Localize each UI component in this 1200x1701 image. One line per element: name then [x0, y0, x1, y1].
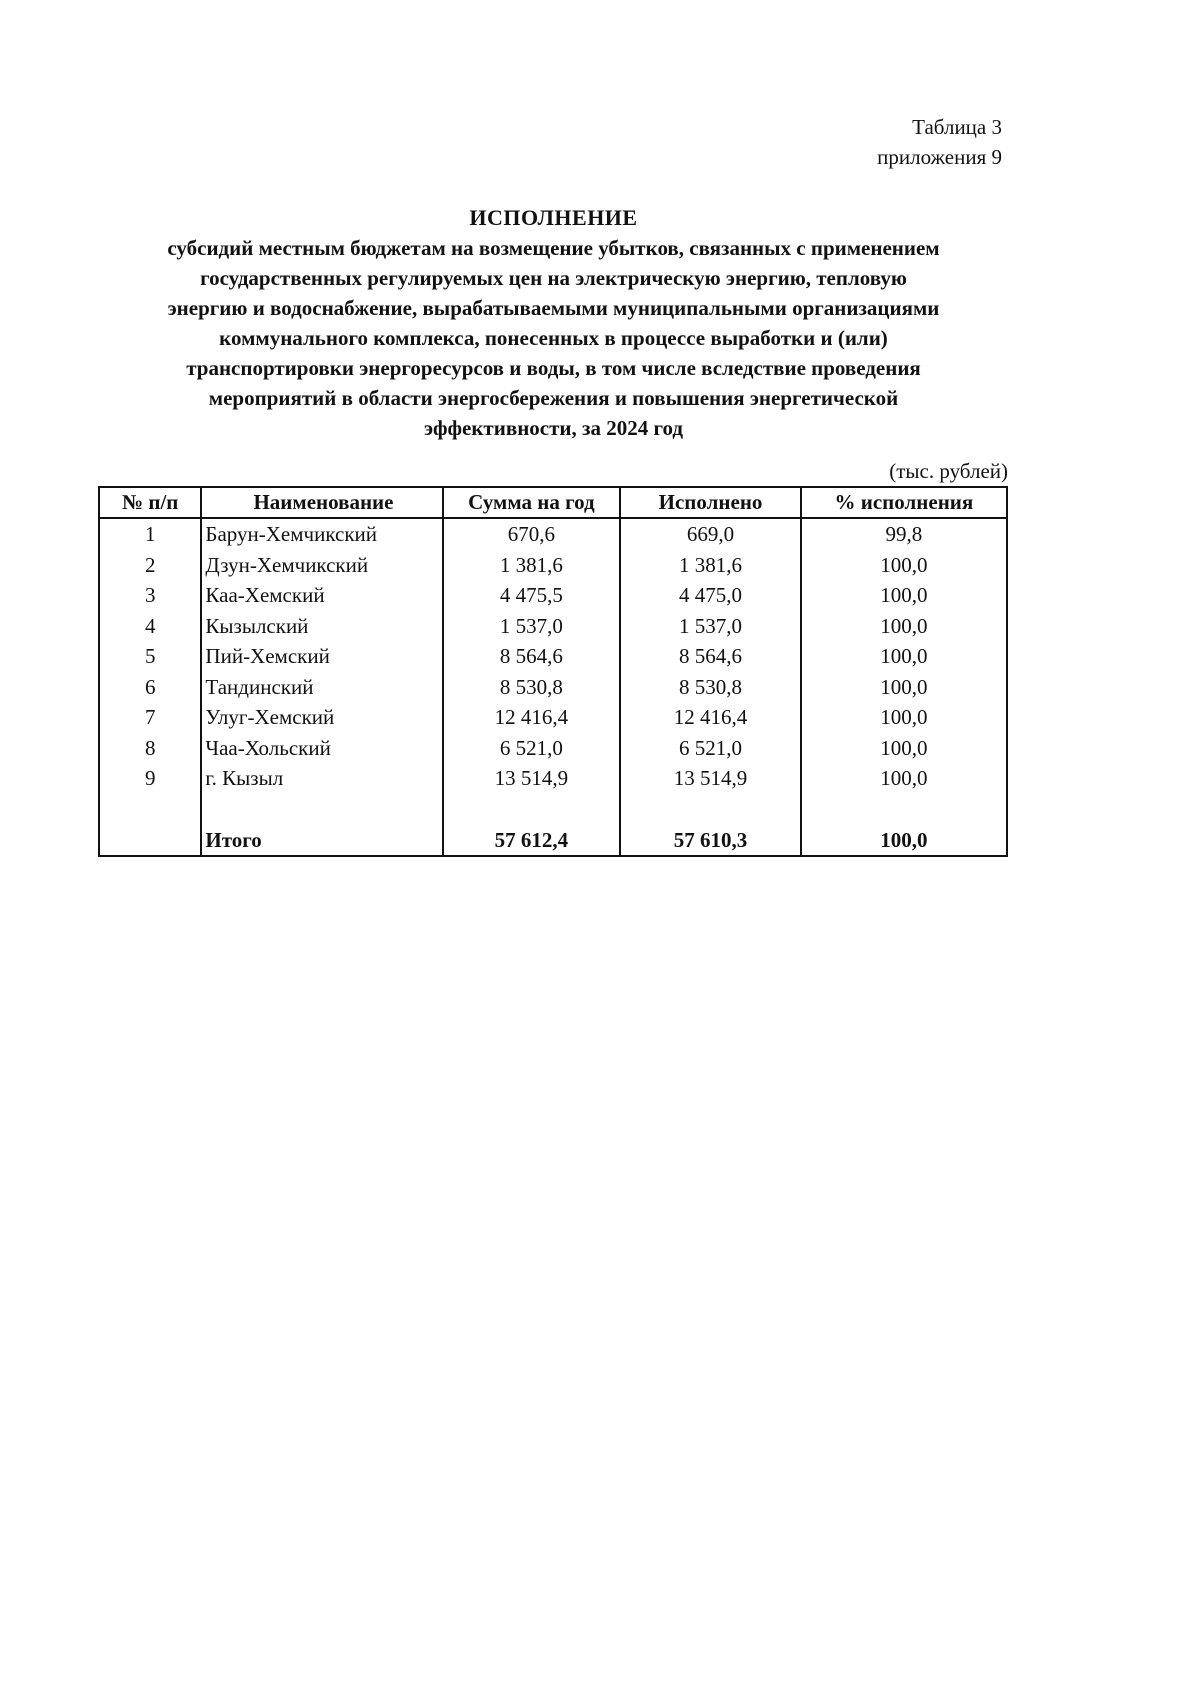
- total-executed: 57 610,3: [620, 825, 801, 856]
- total-percent: 100,0: [801, 825, 1007, 856]
- row-number: 9: [99, 763, 201, 793]
- table-row: [99, 518, 1007, 550]
- total-label: Итого: [201, 825, 442, 856]
- header-executed: Исполнено: [620, 487, 801, 518]
- row-percent: 100,0: [801, 641, 1007, 672]
- row-name: Улуг-Хемский: [201, 702, 442, 733]
- row-percent: 100,0: [801, 550, 1007, 581]
- table-row: [99, 641, 1007, 672]
- subtitle-line: коммунального комплекса, понесенных в процессе выработки и (или): [219, 326, 888, 350]
- row-number: 4: [99, 611, 201, 642]
- subtitle-line: транспортировки энергоресурсов и воды, в том числе вследствие проведения: [186, 356, 921, 380]
- header-name: Наименование: [201, 487, 442, 518]
- row-sum: 4 475,5: [443, 580, 621, 611]
- row-name: Дзун-Хемчикский: [201, 550, 442, 581]
- document-heading: [96, 203, 1011, 443]
- subtitle-line: эффективности, за 2024 год: [424, 416, 683, 440]
- row-sum: 6 521,0: [443, 733, 621, 764]
- table-spacer-row: [99, 793, 1007, 825]
- row-name: Каа-Хемский: [201, 580, 442, 611]
- row-name: Пий-Хемский: [201, 641, 442, 672]
- units-label: (тыс. рублей): [889, 459, 1008, 483]
- table-row: [99, 580, 1007, 611]
- table-row: [99, 763, 1007, 793]
- table-header-row: [99, 487, 1007, 518]
- row-name: Тандинский: [201, 672, 442, 703]
- row-number: 6: [99, 672, 201, 703]
- row-percent: 100,0: [801, 763, 1007, 793]
- row-percent: 100,0: [801, 580, 1007, 611]
- table-row: [99, 611, 1007, 642]
- row-number: 7: [99, 702, 201, 733]
- document-title: ИСПОЛНЕНИЕ: [469, 205, 638, 230]
- table-row: [99, 672, 1007, 703]
- total-sum: 57 612,4: [443, 825, 621, 856]
- row-executed: 4 475,0: [620, 580, 801, 611]
- row-number: 1: [99, 518, 201, 550]
- row-sum: 8 564,6: [443, 641, 621, 672]
- table-reference: [877, 112, 1002, 172]
- appendix-number: приложения 9: [877, 145, 1002, 169]
- row-percent: 99,8: [801, 518, 1007, 550]
- subtitle-line: энергию и водоснабжение, вырабатываемыми муниципальными организациями: [167, 296, 940, 320]
- row-executed: 12 416,4: [620, 702, 801, 733]
- row-sum: 1 381,6: [443, 550, 621, 581]
- row-percent: 100,0: [801, 611, 1007, 642]
- header-sum: Сумма на год: [443, 487, 621, 518]
- table-row: [99, 733, 1007, 764]
- table-number: Таблица 3: [912, 115, 1002, 139]
- header-number: № п/п: [99, 487, 201, 518]
- row-executed: 6 521,0: [620, 733, 801, 764]
- row-number: 2: [99, 550, 201, 581]
- row-name: Кызылский: [201, 611, 442, 642]
- row-percent: 100,0: [801, 702, 1007, 733]
- subtitle-line: субсидий местным бюджетам на возмещение убытков, связанных с применением: [167, 236, 940, 260]
- table-row: [99, 550, 1007, 581]
- execution-table: [98, 486, 1008, 857]
- row-executed: 8 530,8: [620, 672, 801, 703]
- row-percent: 100,0: [801, 672, 1007, 703]
- row-sum: 12 416,4: [443, 702, 621, 733]
- row-sum: 1 537,0: [443, 611, 621, 642]
- row-executed: 1 381,6: [620, 550, 801, 581]
- row-executed: 669,0: [620, 518, 801, 550]
- row-sum: 13 514,9: [443, 763, 621, 793]
- row-name: г. Кызыл: [201, 763, 442, 793]
- row-name: Барун-Хемчикский: [201, 518, 442, 550]
- header-percent: % исполнения: [801, 487, 1007, 518]
- row-number: 8: [99, 733, 201, 764]
- row-number: 5: [99, 641, 201, 672]
- row-executed: 1 537,0: [620, 611, 801, 642]
- row-sum: 8 530,8: [443, 672, 621, 703]
- row-percent: 100,0: [801, 733, 1007, 764]
- subtitle-line: мероприятий в области энергосбережения и повышения энергетической: [208, 386, 899, 410]
- subtitle-line: государственных регулируемых цен на электрическую энергию, тепловую: [200, 266, 907, 290]
- row-name: Чаа-Хольский: [201, 733, 442, 764]
- document-subtitle: [96, 233, 1011, 443]
- total-number: [99, 825, 201, 856]
- row-sum: 670,6: [443, 518, 621, 550]
- row-executed: 13 514,9: [620, 763, 801, 793]
- row-executed: 8 564,6: [620, 641, 801, 672]
- table-row: [99, 702, 1007, 733]
- row-number: 3: [99, 580, 201, 611]
- table-total-row: [99, 825, 1007, 856]
